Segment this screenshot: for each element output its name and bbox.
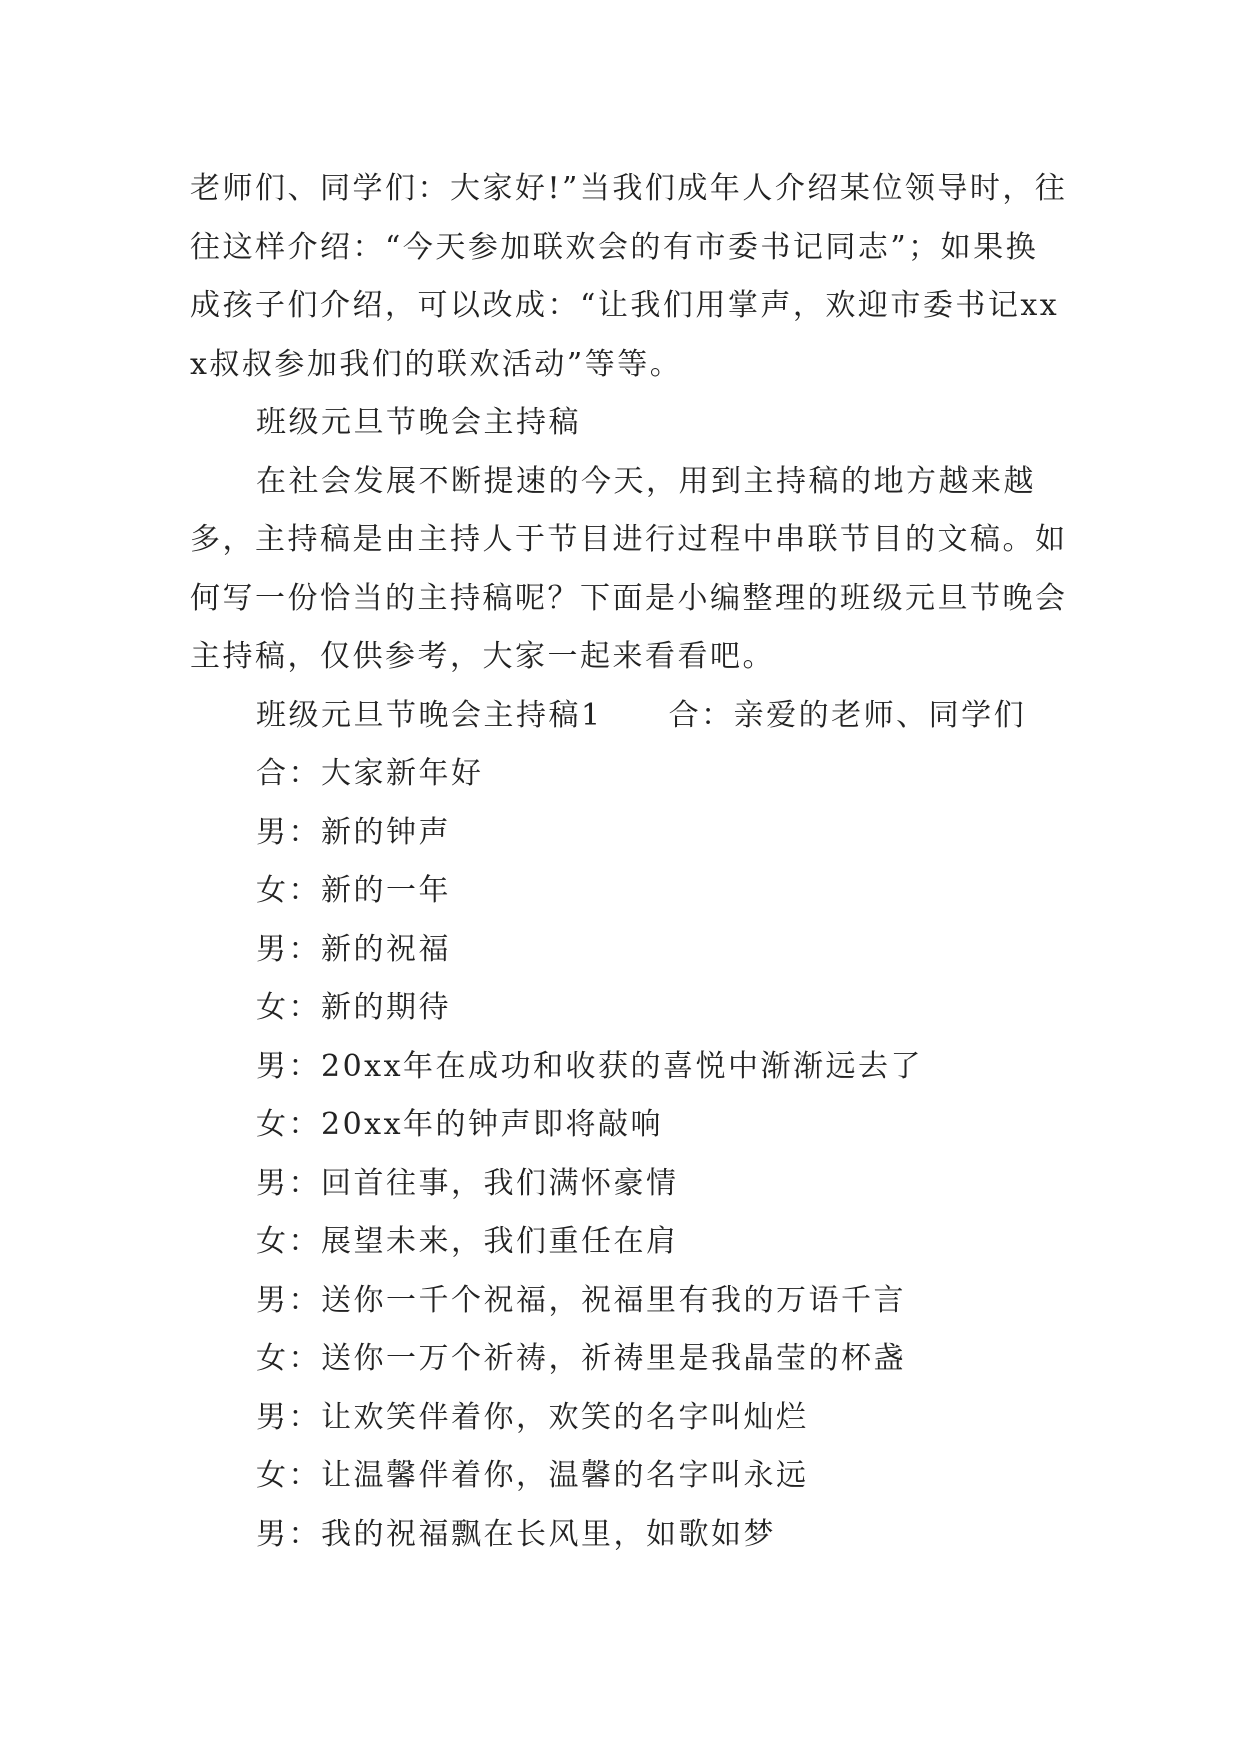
script-title: 班级元旦节晚会主持稿1 — [256, 697, 603, 733]
script-line: 女：新的一年 — [256, 873, 451, 908]
script-line: 男：送你一千个祝福，祝福里有我的万语千言 — [256, 1282, 906, 1318]
preface-paragraph: 在社会发展不断提速的今天，用到主持稿的地方越来越多，主持稿是由主持人于节目进行过程中串联节目的文稿。如何写一份恰当的主持稿呢？下面是小编整理的班级元旦节晚会主持稿，仅供参考，大家一起来看看吧。 — [190, 463, 1068, 674]
script-line: 男：让欢笑伴着你，欢笑的名字叫灿烂 — [256, 1399, 809, 1435]
script-line: 男：回首往事，我们满怀豪情 — [256, 1165, 679, 1201]
script-line: 女：20xx年的钟声即将敲响 — [256, 1107, 664, 1142]
script-line: 女：送你一万个祈祷，祈祷里是我晶莹的杯盏 — [256, 1341, 906, 1376]
script-heading-line — [190, 687, 1070, 746]
document-body — [190, 160, 1070, 1564]
script-line: 男：新的钟声 — [256, 814, 451, 850]
intro-paragraph: 老师们、同学们：大家好!”当我们成年人介绍某位领导时，往往这样介绍：“今天参加联欢会的有市委书记同志”；如果换成孩子们介绍，可以改成：“让我们用掌声，欢迎市委书记xxx叔叔参加我们的联欢活动”等等。 — [190, 171, 1068, 382]
script-line: 合：大家新年好 — [256, 756, 484, 791]
script-first-line: 合：亲爱的老师、同学们 — [668, 697, 1027, 733]
script-line: 男：20xx年在成功和收获的喜悦中渐渐远去了 — [256, 1048, 924, 1084]
section-heading: 班级元旦节晚会主持稿 — [256, 405, 581, 440]
script-line: 女：让温馨伴着你，温馨的名字叫永远 — [256, 1458, 809, 1493]
script-line: 女：展望未来，我们重任在肩 — [256, 1224, 679, 1259]
script-line: 男：新的祝福 — [256, 931, 451, 967]
script-line: 女：新的期待 — [256, 990, 451, 1025]
script-line: 男：我的祝福飘在长风里，如歌如梦 — [256, 1516, 776, 1552]
